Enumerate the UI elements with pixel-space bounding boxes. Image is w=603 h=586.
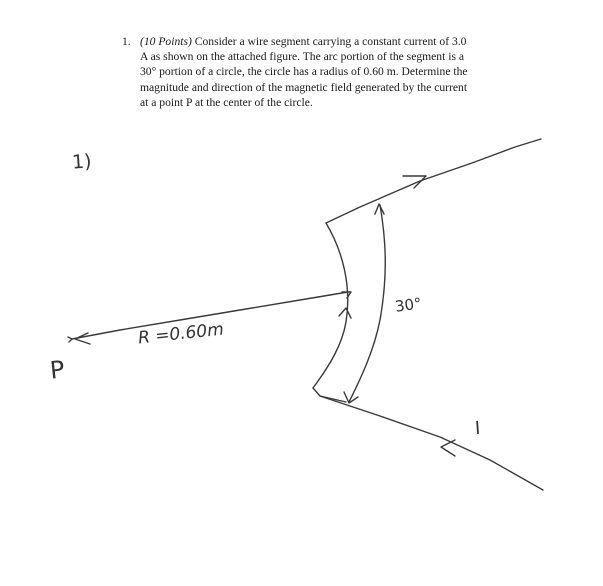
radius-label: R =0.60m <box>137 319 225 349</box>
problem-text-1: Consider a wire segment carrying a constant current of 3.0 <box>194 35 467 48</box>
problem-line-4: magnitude and direction of the magnetic field generated by the current <box>140 80 468 94</box>
problem-number: 1. <box>122 35 131 48</box>
angle-label: 30° <box>393 294 423 316</box>
arc-center-arrow <box>339 308 351 318</box>
lower-wire <box>320 396 543 490</box>
current-label: I <box>474 417 482 440</box>
point-p-label: P <box>48 355 66 385</box>
arc-outer <box>313 223 348 388</box>
problem-label: 1) <box>71 150 93 174</box>
upper-wire <box>326 139 541 223</box>
radius-arrow <box>75 333 90 344</box>
problem-line-5: at a point P at the center of the circle. <box>140 95 313 109</box>
point-p-dot <box>68 337 72 342</box>
arc-inner-arrow <box>375 204 384 214</box>
problem-points: (10 Points) <box>140 35 192 48</box>
arc-inner <box>349 205 385 402</box>
problem-line-3: 30° portion of a circle, the circle has a radius of 0.60 m. Determine the <box>140 65 468 79</box>
problem-line-2: A as shown on the attached figure. The arc portion of the segment is a <box>140 50 464 64</box>
